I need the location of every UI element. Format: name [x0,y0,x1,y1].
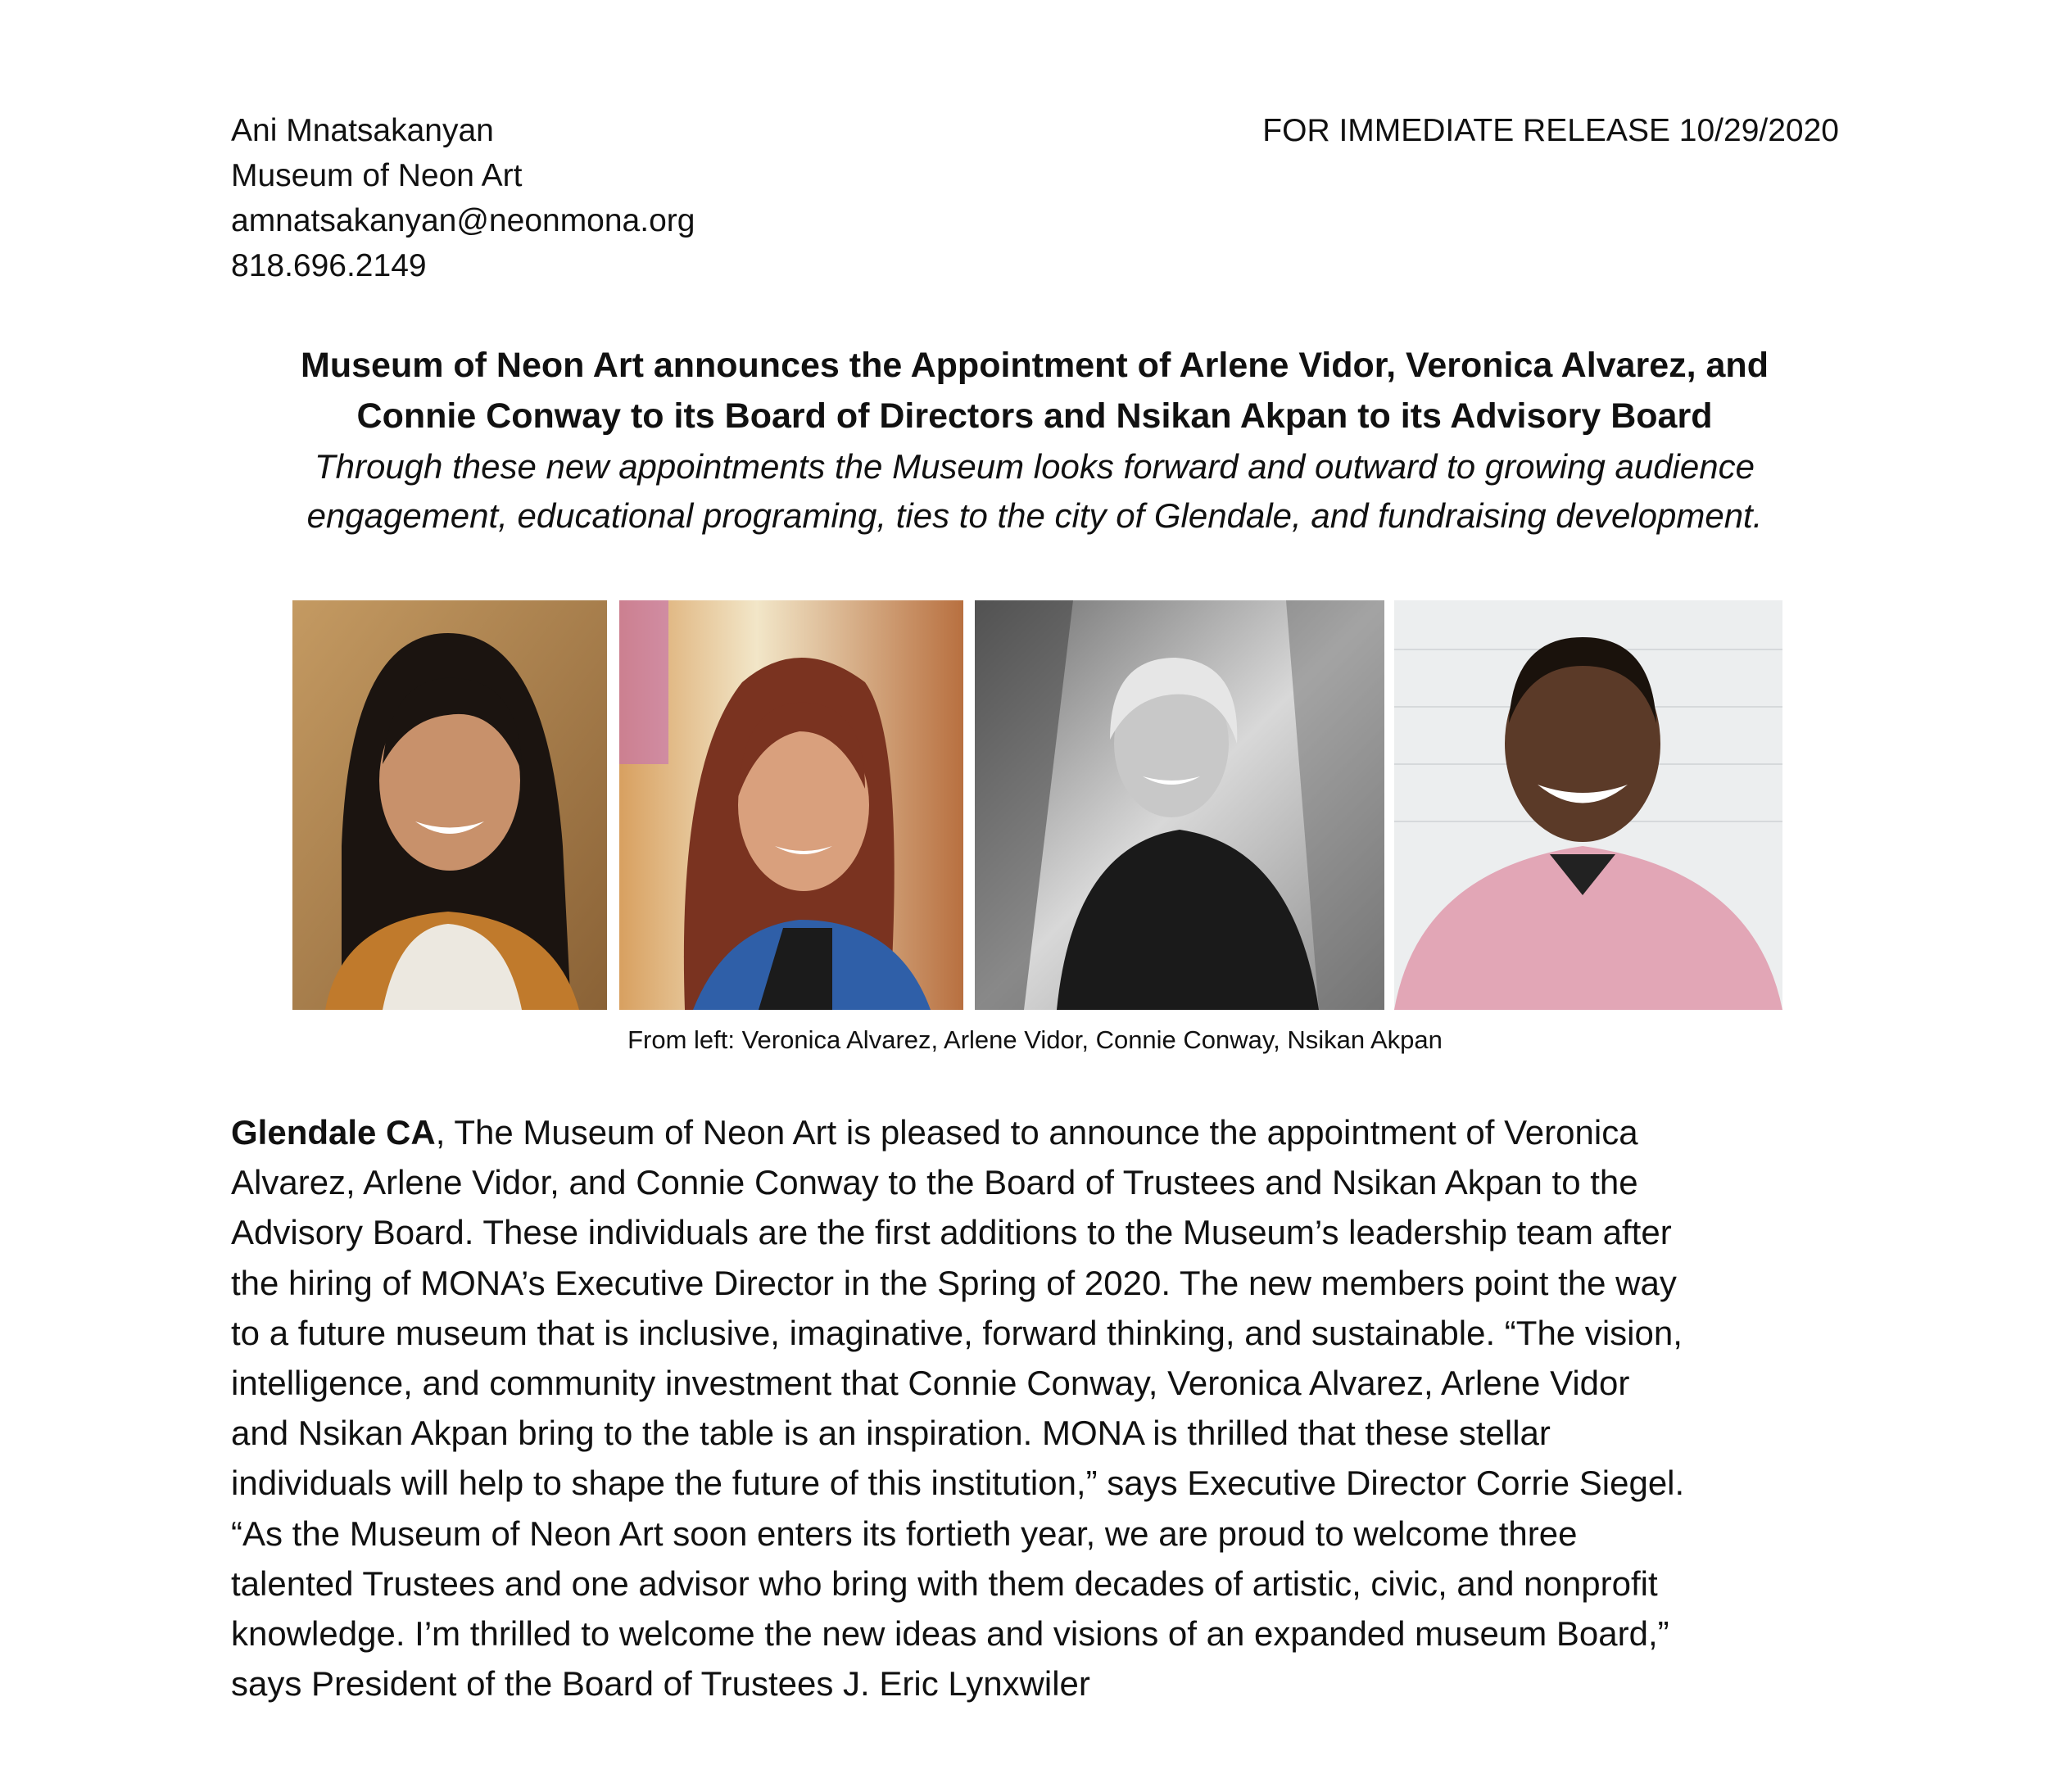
portrait-photo-row [0,600,2070,1010]
body-line [231,1107,1853,1157]
headline-line: Connie Conway to its Board of Directors and Nsikan Akpan to its Advisory Board [356,396,1713,436]
headline [231,340,1838,441]
subheadline [221,442,1848,541]
body-line: to a future museum that is inclusive, imaginative, forward thinking, and sustainable. “The vision, [231,1313,1683,1352]
portrait-photo-icon [1394,600,1782,1010]
body-line: and Nsikan Akpan bring to the table is an inspiration. MONA is thrilled that these stellar [231,1414,1551,1453]
release-date-line: FOR IMMEDIATE RELEASE 10/29/2020 [1262,113,1839,148]
headline-line: Museum of Neon Art announces the Appointment of Arlene Vidor, Veronica Alvarez, and [301,346,1769,385]
body-line: intelligence, and community investment that Connie Conway, Veronica Alvarez, Arlene Vidor [231,1364,1630,1403]
photo-caption: From left: Veronica Alvarez, Arlene Vidor, Connie Conway, Nsikan Akpan [627,1025,1443,1054]
portrait-photo-icon [292,600,607,1010]
portrait-photo-icon [619,600,963,1010]
body-line: says President of the Board of Trustees J. Eric Lynxwiler [231,1664,1090,1704]
body-line: Alvarez, Arlene Vidor, and Connie Conway to the Board of Trustees and Nsikan Akpan to the [231,1163,1638,1202]
portrait-photo [619,600,963,1010]
body-line-text: , The Museum of Neon Art is pleased to announce the appointment of Veronica [435,1113,1638,1152]
subheadline-line: Through these new appointments the Museum looks forward and outward to growing audience [314,447,1755,486]
body-line: Advisory Board. These individuals are the first additions to the Museum’s leadership team after [231,1213,1672,1252]
contact-block [231,108,695,288]
contact-email: amnatsakanyan@neonmona.org [231,203,695,238]
body-line: the hiring of MONA’s Executive Director in the Spring of 2020. The new members point the way [231,1263,1677,1302]
body-line: “As the Museum of Neon Art soon enters its fortieth year, we are proud to welcome three [231,1514,1578,1553]
portrait-photo-icon [975,600,1384,1010]
dateline: Glendale CA [231,1113,436,1152]
contact-name: Ani Mnatsakanyan [231,113,494,148]
portrait-photo [292,600,607,1010]
portrait-photo [1394,600,1782,1010]
contact-phone: 818.696.2149 [231,248,427,283]
subheadline-line: engagement, educational programing, ties to the city of Glendale, and fundraising development. [306,496,1763,535]
body-paragraph [231,1107,1853,1708]
body-line: individuals will help to shape the future of this institution,” says Executive Director Corrie Siegel. [231,1464,1685,1503]
body-line: talented Trustees and one advisor who bring with them decades of artistic, civic, and nonprofit [231,1563,1658,1603]
contact-organization: Museum of Neon Art [231,158,523,193]
portrait-photo [975,600,1384,1010]
body-line: knowledge. I’m thrilled to welcome the new ideas and visions of an expanded museum Board,” [231,1614,1669,1654]
